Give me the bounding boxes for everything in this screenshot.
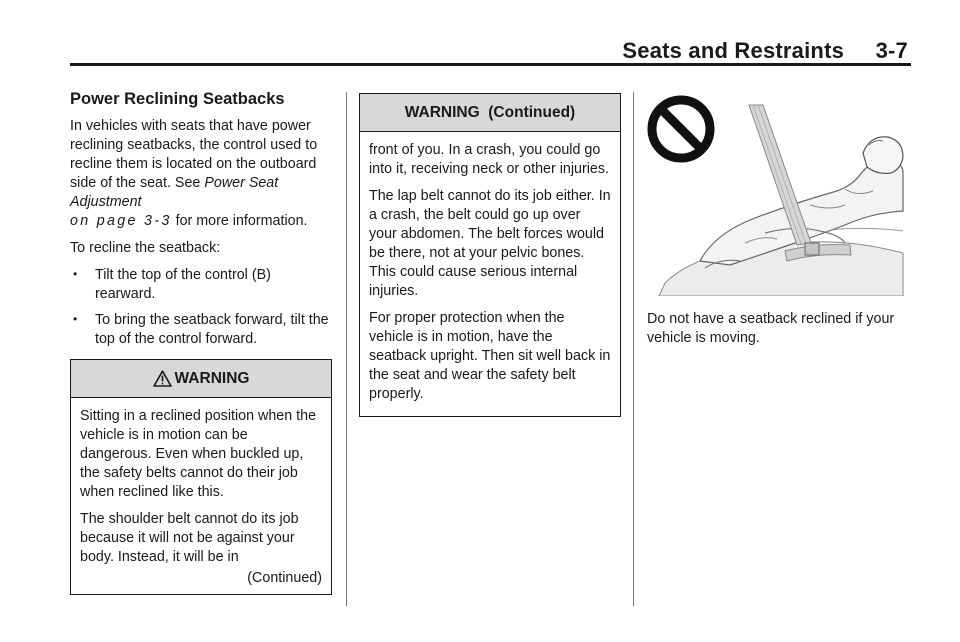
list-item: • To bring the seatback forward, tilt the top of the control forward. [73, 312, 329, 347]
warning-header [360, 94, 620, 132]
warning-paragraph: front of you. In a crash, you could go into it, receiving neck or other injuries. [369, 142, 609, 177]
instruction-list [70, 266, 332, 349]
column-left [70, 90, 332, 595]
warning-title: WARNING [174, 370, 250, 387]
column-divider-left [346, 92, 347, 606]
warning-box [70, 359, 332, 595]
column-divider-right [633, 92, 634, 606]
bullet-icon: • [73, 267, 78, 281]
warning-body [360, 132, 620, 416]
cross-reference-link[interactable]: Power Seat Adjustment [70, 175, 279, 210]
warning-paragraph: The lap belt cannot do its job either. In a crash, the belt could go up over your abdomen. The belt forces would be there, not at your pelvic bones. This could cause serious internal injuries. [369, 188, 611, 299]
reclined-passenger-illustration [645, 93, 905, 296]
column-middle [359, 93, 621, 417]
warning-header [71, 360, 331, 398]
warning-paragraph: For proper protection when the vehicle is in motion, have the seatback upright. Then sit well back in the seat and wear the safety belt properly. [369, 310, 611, 402]
warning-triangle-icon [153, 370, 172, 387]
warning-paragraph: The shoulder belt cannot do its job because it will not be against your body. Instead, it will be in [80, 511, 299, 565]
header-rule [70, 63, 911, 66]
cross-reference-page[interactable]: on page 3-3 [70, 213, 172, 229]
continued-label: (Continued) [247, 570, 322, 586]
warning-title: WARNING (Continued) [404, 104, 576, 121]
page-header-title: Seats and Restraints 3-7 [622, 38, 908, 63]
column-right [647, 93, 909, 356]
warning-paragraph: Sitting in a reclined position when the vehicle is in motion can be dangerous. Even when buckled up, the safety belts cannot do their job when reclined like this. [80, 408, 317, 500]
section-heading: Power Reclining Seatbacks [70, 90, 285, 108]
intro-text: In vehicles with seats that have power reclining seatbacks, the control used to recline them is located on the outboard side of the seat. See [70, 118, 318, 191]
bullet-icon: • [73, 312, 78, 326]
warning-box-continued [359, 93, 621, 417]
prohibition-icon [652, 100, 710, 158]
list-item: • Tilt the top of the control (B) rearward. [73, 267, 271, 302]
warning-body [71, 398, 331, 594]
recline-intro: To recline the seatback: [70, 240, 221, 256]
intro-paragraph [70, 117, 332, 231]
figure-caption: Do not have a seatback reclined if your vehicle is moving. [647, 311, 895, 346]
intro-end-text: for more information. [171, 213, 308, 229]
